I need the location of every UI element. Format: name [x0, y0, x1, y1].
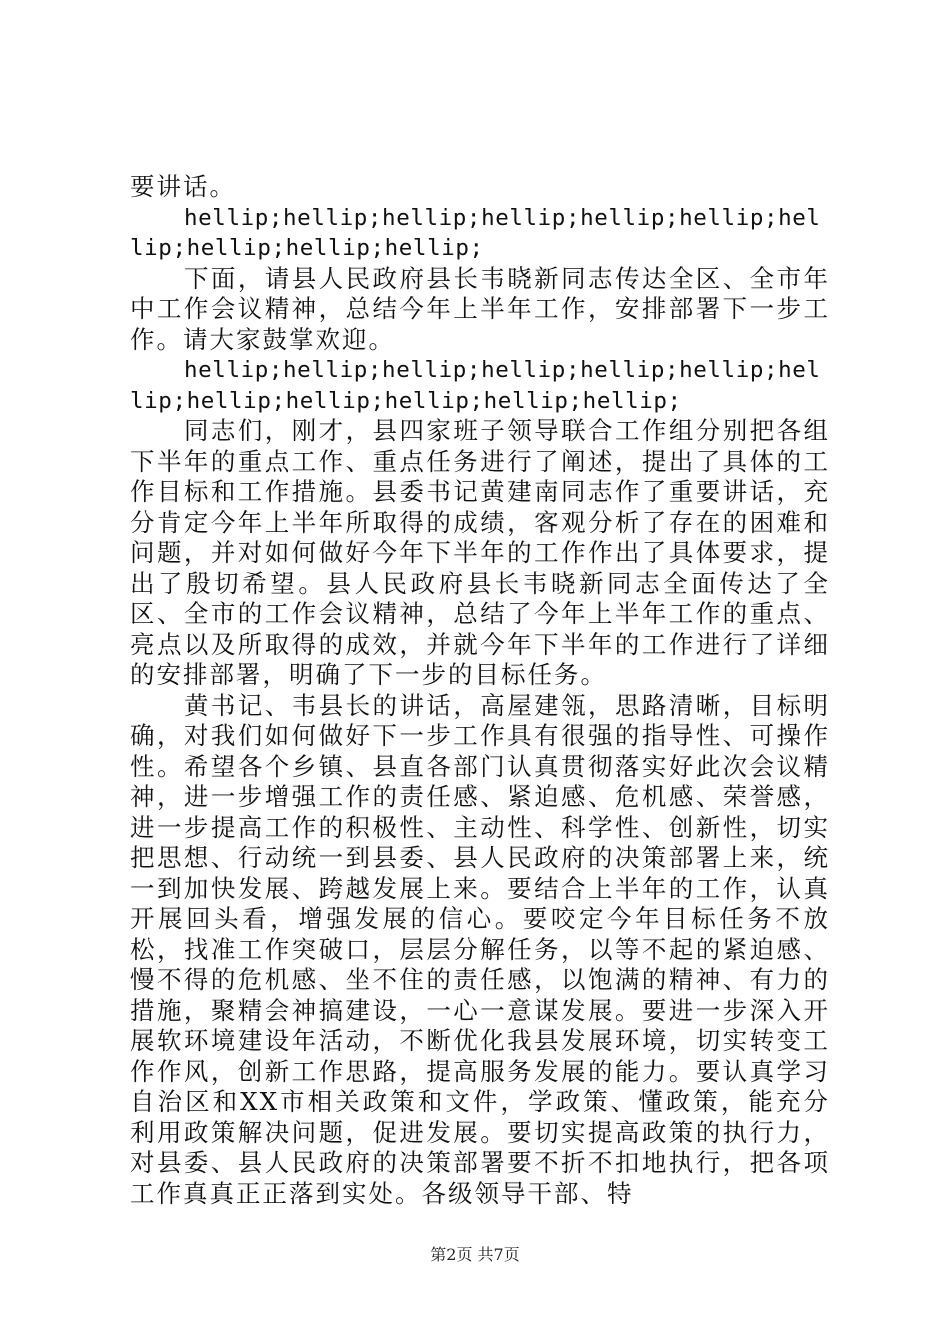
paragraph-4-ellipsis: hellip;hellip;hellip;hellip;hellip;hellip;hellip;hellip;hellip;hellip;hellip;hellip;: [130, 357, 821, 414]
paragraph-3: 下面，请县人民政府县长韦晓新同志传达全区、全市年中工作会议精神，总结今年上半年工作，安排部署下一步工作。请大家鼓掌欢迎。: [130, 263, 830, 354]
document-body: [130, 172, 830, 1209]
page-number-footer: 第2页 共7页: [430, 1245, 520, 1264]
paragraph-2-ellipsis: hellip;hellip;hellip;hellip;hellip;hellip;hellip;hellip;hellip;hellip;: [130, 204, 821, 261]
paragraph-6: 黄书记、韦县长的讲话，高屋建瓴，思路清晰，目标明确，对我们如何做好下一步工作具有很强的指导性、可操作性。希望各个乡镇、县直各部门认真贯彻落实好此次会议精神，进一步增强工作的责任感、紧迫感、危机感、荣誉感，进一步提高工作的积极性、主动性、科学性、创新性，切实把思想、行动统一到县委、县人民政府的决策部署上来，统一到加快发展、跨越发展上来。要结合上半年的工作，认真开展回头看，增强发展的信心。要咬定今年目标任务不放松，找准工作突破口，层层分解任务，以等不起的紧迫感、慢不得的危机感、坐不住的责任感，以饱满的精神、有力的措施，聚精会神搞建设，一心一意谋发展。要进一步深入开展软环境建设年活动，不断优化我县发展环境，切实转变工作作风，创新工作思路，提高服务发展的能力。要认真学习自治区和XX市相关政策和文件，学政策、懂政策，能充分利用政策解决问题，促进发展。要切实提高政策的执行力，对县委、县人民政府的决策部署要不折不扣地执行，把各项工作真真正正落到实处。各级领导干部、特: [130, 690, 830, 1208]
paragraph-5: 同志们，刚才，县四家班子领导联合工作组分别把各组下半年的重点工作、重点任务进行了阐述，提出了具体的工作目标和工作措施。县委书记黄建南同志作了重要讲话，充分肯定今年上半年所取得的成绩，客观分析了存在的困难和问题，并对如何做好今年下半年的工作作出了具体要求，提出了殷切希望。县人民政府县长韦晓新同志全面传达了全区、全市的工作会议精神，总结了今年上半年工作的重点、亮点以及所取得的成效，并就今年下半年的工作进行了详细的安排部署，明确了下一步的目标任务。: [130, 416, 830, 689]
paragraph-1: 要讲话。: [130, 172, 236, 201]
